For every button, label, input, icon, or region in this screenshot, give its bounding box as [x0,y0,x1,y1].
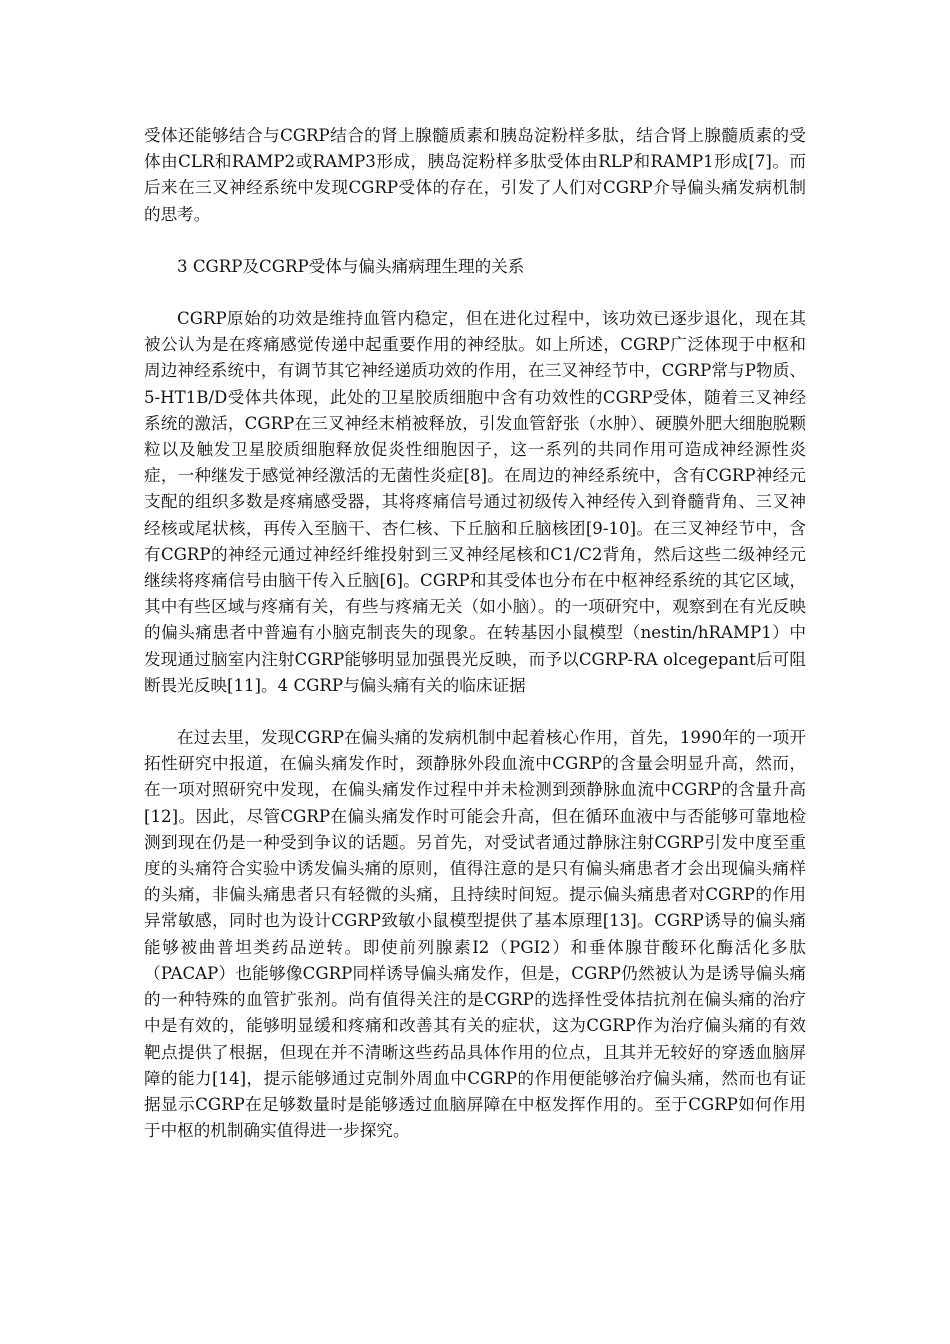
paragraph-gap [144,228,806,254]
paragraph-gap [144,280,806,306]
paragraph-cgrp-receptor-binding: 受体还能够结合与CGRP结合的肾上腺髓质素和胰岛淀粉样多肽，结合肾上腺髓质素的受体由CLR和RAMP2或RAMP3形成，胰岛淀粉样多肽受体由RLP和RAMP1形成[7]。而后来在三叉神经系统中发现CGRP受体的存在，引发了人们对CGRP介导偏头痛发病机制的思考。 [144,126,806,224]
document-body [144,123,806,1144]
paragraph-clinical-evidence: 在过去里，发现CGRP在偏头痛的发病机制中起着核心作用，首先，1990年的一项开拓性研究中报道，在偏头痛发作时，颈静脉外段血流中CGRP的含量会明显升高，然而，在一项对照研究中发现，在偏头痛发作过程中并未检测到颈静脉血流中CGRP的含量升高[12]。因此，尽管CGRP在偏头痛发作时可能会升高，但在循环血液中与否能够可靠地检测到现在仍是一种受到争议的话题。另首先，对受试者通过静脉注射CGRP引发中度至重度的头痛符合实验中诱发偏头痛的原则，值得注意的是只有偏头痛患者才会出现偏头痛样的头痛，非偏头痛患者只有轻微的头痛，且持续时间短。提示偏头痛患者对CGRP的作用异常敏感，同时也为设计CGRP致敏小鼠模型提供了基本原理[13]。CGRP诱导的偏头痛能够被曲普坦类药品逆转。即使前列腺素I2（PGI2）和垂体腺苷酸环化酶活化多肽（PACAP）也能够像CGRP同样诱导偏头痛发作，但是，CGRP仍然被认为是诱导偏头痛的一种特殊的血管扩张剂。尚有值得关注的是CGRP的选择性受体拮抗剂在偏头痛的治疗中是有效的，能够明显缓和疼痛和改善其有关的症状，这为CGRP作为治疗偏头痛的有效靶点提供了根据，但现在并不清晰这些药品具体作用的位点，且其并无较好的穿透血脑屏障的能力[14]，提示能够通过克制外周血中CGRP的作用便能够治疗偏头痛，然而也有证据显示CGRP在足够数量时是能够透过血脑屏障在中枢发挥作用的。至于CGRP如何作用于中枢的机制确实值得进一步探究。 [144,728,806,1141]
section-heading-3: 3 CGRP及CGRP受体与偏头痛病理生理的关系 [177,256,525,276]
paragraph-cgrp-pathophysiology: CGRP原始的功效是维持血管内稳定，但在进化过程中，该功效已逐步退化，现在其被公认为是在疼痛感觉传递中起重要作用的神经肽。如上所述，CGRP广泛体现于中枢和周边神经系统中，有调节其它神经递质功效的作用，在三叉神经节中，CGRP常与P物质、5-HT1B/D受体共体现，此处的卫星胶质细胞中含有功效性的CGRP受体，随着三叉神经系统的激活，CGRP在三叉神经末梢被释放，引发血管舒张（水肿）、硬膜外肥大细胞脱颗粒以及触发卫星胶质细胞释放促炎性细胞因子，这一系列的共同作用可造成神经源性炎症，一种继发于感觉神经激活的无菌性炎症[8]。在周边的神经系统中，含有CGRP神经元支配的组织多数是疼痛感受器，其将疼痛信号通过初级传入神经传入到脊髓背角、三叉神经核或尾状核，再传入至脑干、杏仁核、下丘脑和丘脑核团[9-10]。在三叉神经节中，含有CGRP的神经元通过神经纤维投射到三叉神经尾核和C1/C2背角，然后这些二级神经元继续将疼痛信号由脑干传入丘脑[6]。CGRP和其受体也分布在中枢神经系统的其它区域，其中有些区域与疼痛有关，有些与疼痛无关（如小脑）。的一项研究中，观察到在有光反映的偏头痛患者中普遍有小脑克制丧失的现象。在转基因小鼠模型（nestin/hRAMP1）中发现通过脑室内注射CGRP能够明显加强畏光反映，而予以CGRP-RA olcegepant后可阻断畏光反映[11]。4 CGRP与偏头痛有关的临床证据 [144,309,806,695]
paragraph-gap [144,699,806,725]
